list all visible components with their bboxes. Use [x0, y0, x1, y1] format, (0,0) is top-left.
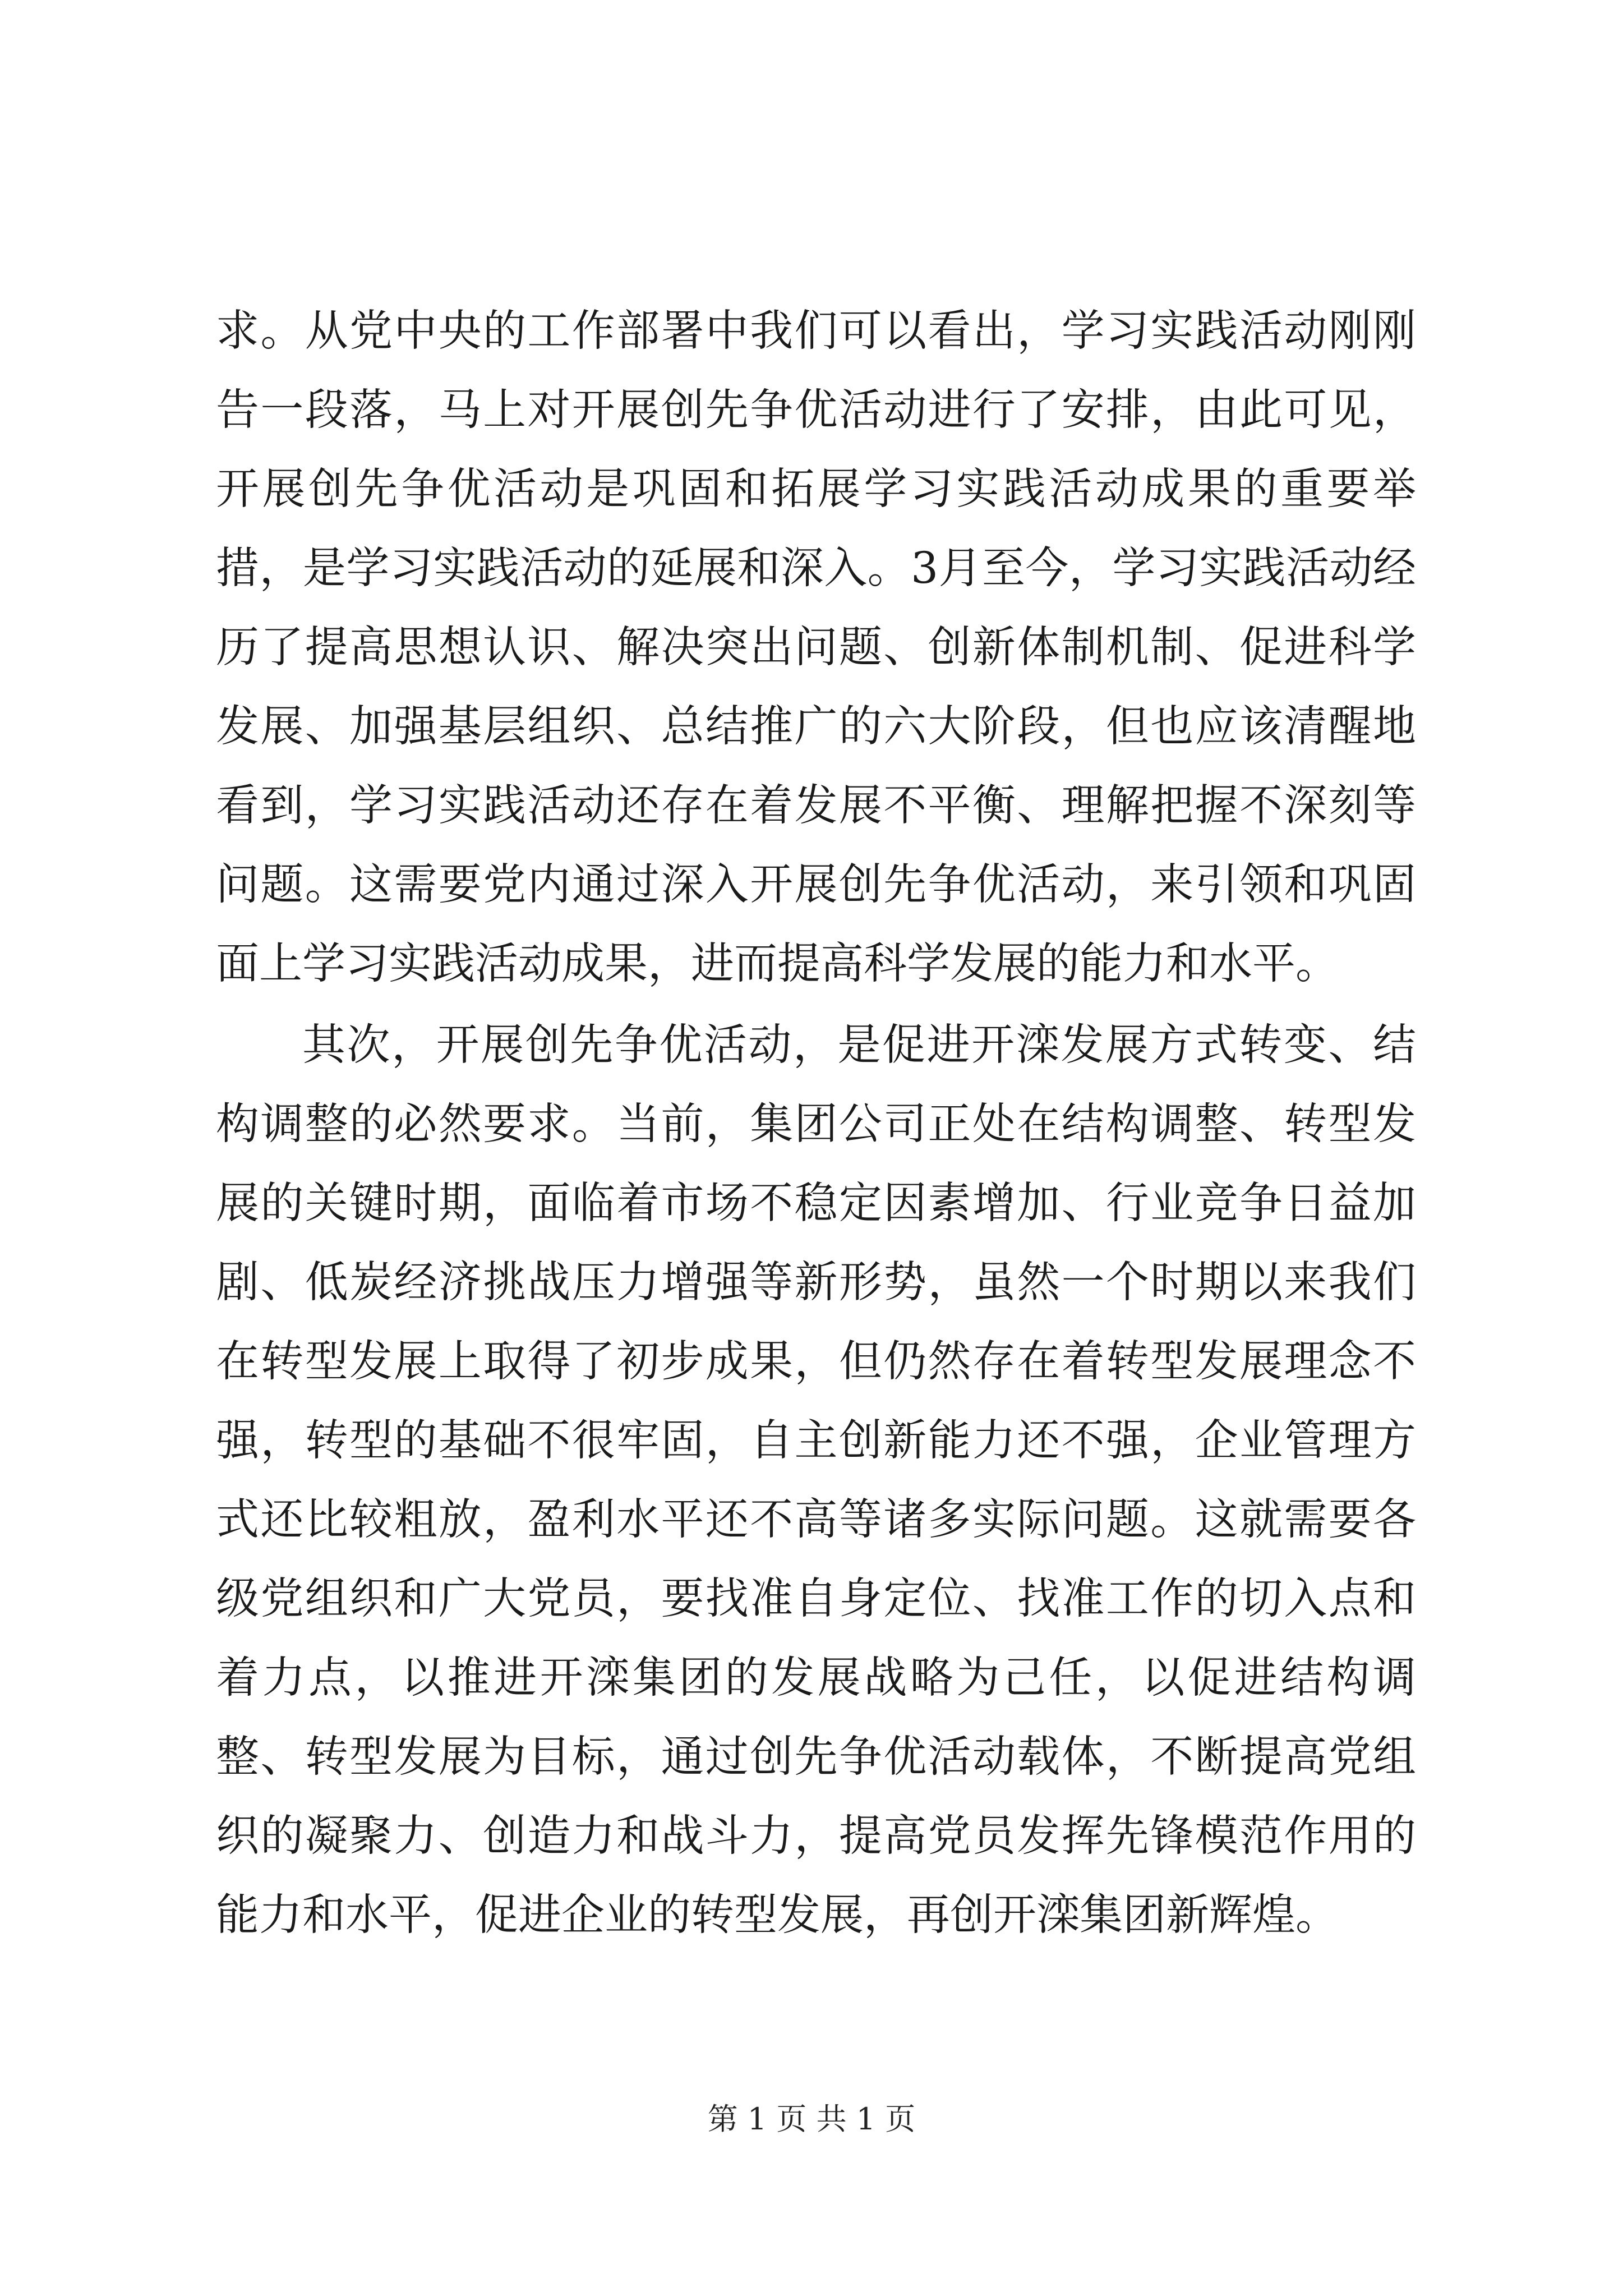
paragraph-1: 求。从党中央的工作部署中我们可以看出，学习实践活动刚刚告一段落，马上对开展创先争优活动进行了安排，由此可见，开展创先争优活动是巩固和拓展学习实践活动成果的重要举措，是学习实践活动的延展和深入。3月至今，学习实践活动经历了提高思想认识、解决突出问题、创新体制机制、促进科学发展、加强基层组织、总结推广的六大阶段，但也应该清醒地看到，学习实践活动还存在着发展不平衡、理解把握不深刻等问题。这需要党内通过深入开展创先争优活动，来引领和巩固面上学习实践活动成果，进而提高科学发展的能力和水平。	[216, 306, 1416, 989]
document-body	[216, 292, 1416, 1955]
page-footer: 第 1 页 共 1 页	[707, 2101, 916, 2137]
paragraph-2: 其次，开展创先争优活动，是促进开滦发展方式转变、结构调整的必然要求。当前，集团公司正处在结构调整、转型发展的关键时期，面临着市场不稳定因素增加、行业竞争日益加剧、低炭经济挑战压力增强等新形势，虽然一个时期以来我们在转型发展上取得了初步成果，但仍然存在着转型发展理念不强，转型的基础不很牢固，自主创新能力还不强，企业管理方式还比较粗放，盈利水平还不高等诸多实际问题。这就需要各级党组织和广大党员，要找准自身定位、找准工作的切入点和着力点，以推进开滦集团的发展战略为己任，以促进结构调整、转型发展为目标，通过创先争优活动载体，不断提高党组织的凝聚力、创造力和战斗力，提高党员发挥先锋模范作用的能力和水平，促进企业的转型发展，再创开滦集团新辉煌。	[216, 1020, 1416, 1940]
